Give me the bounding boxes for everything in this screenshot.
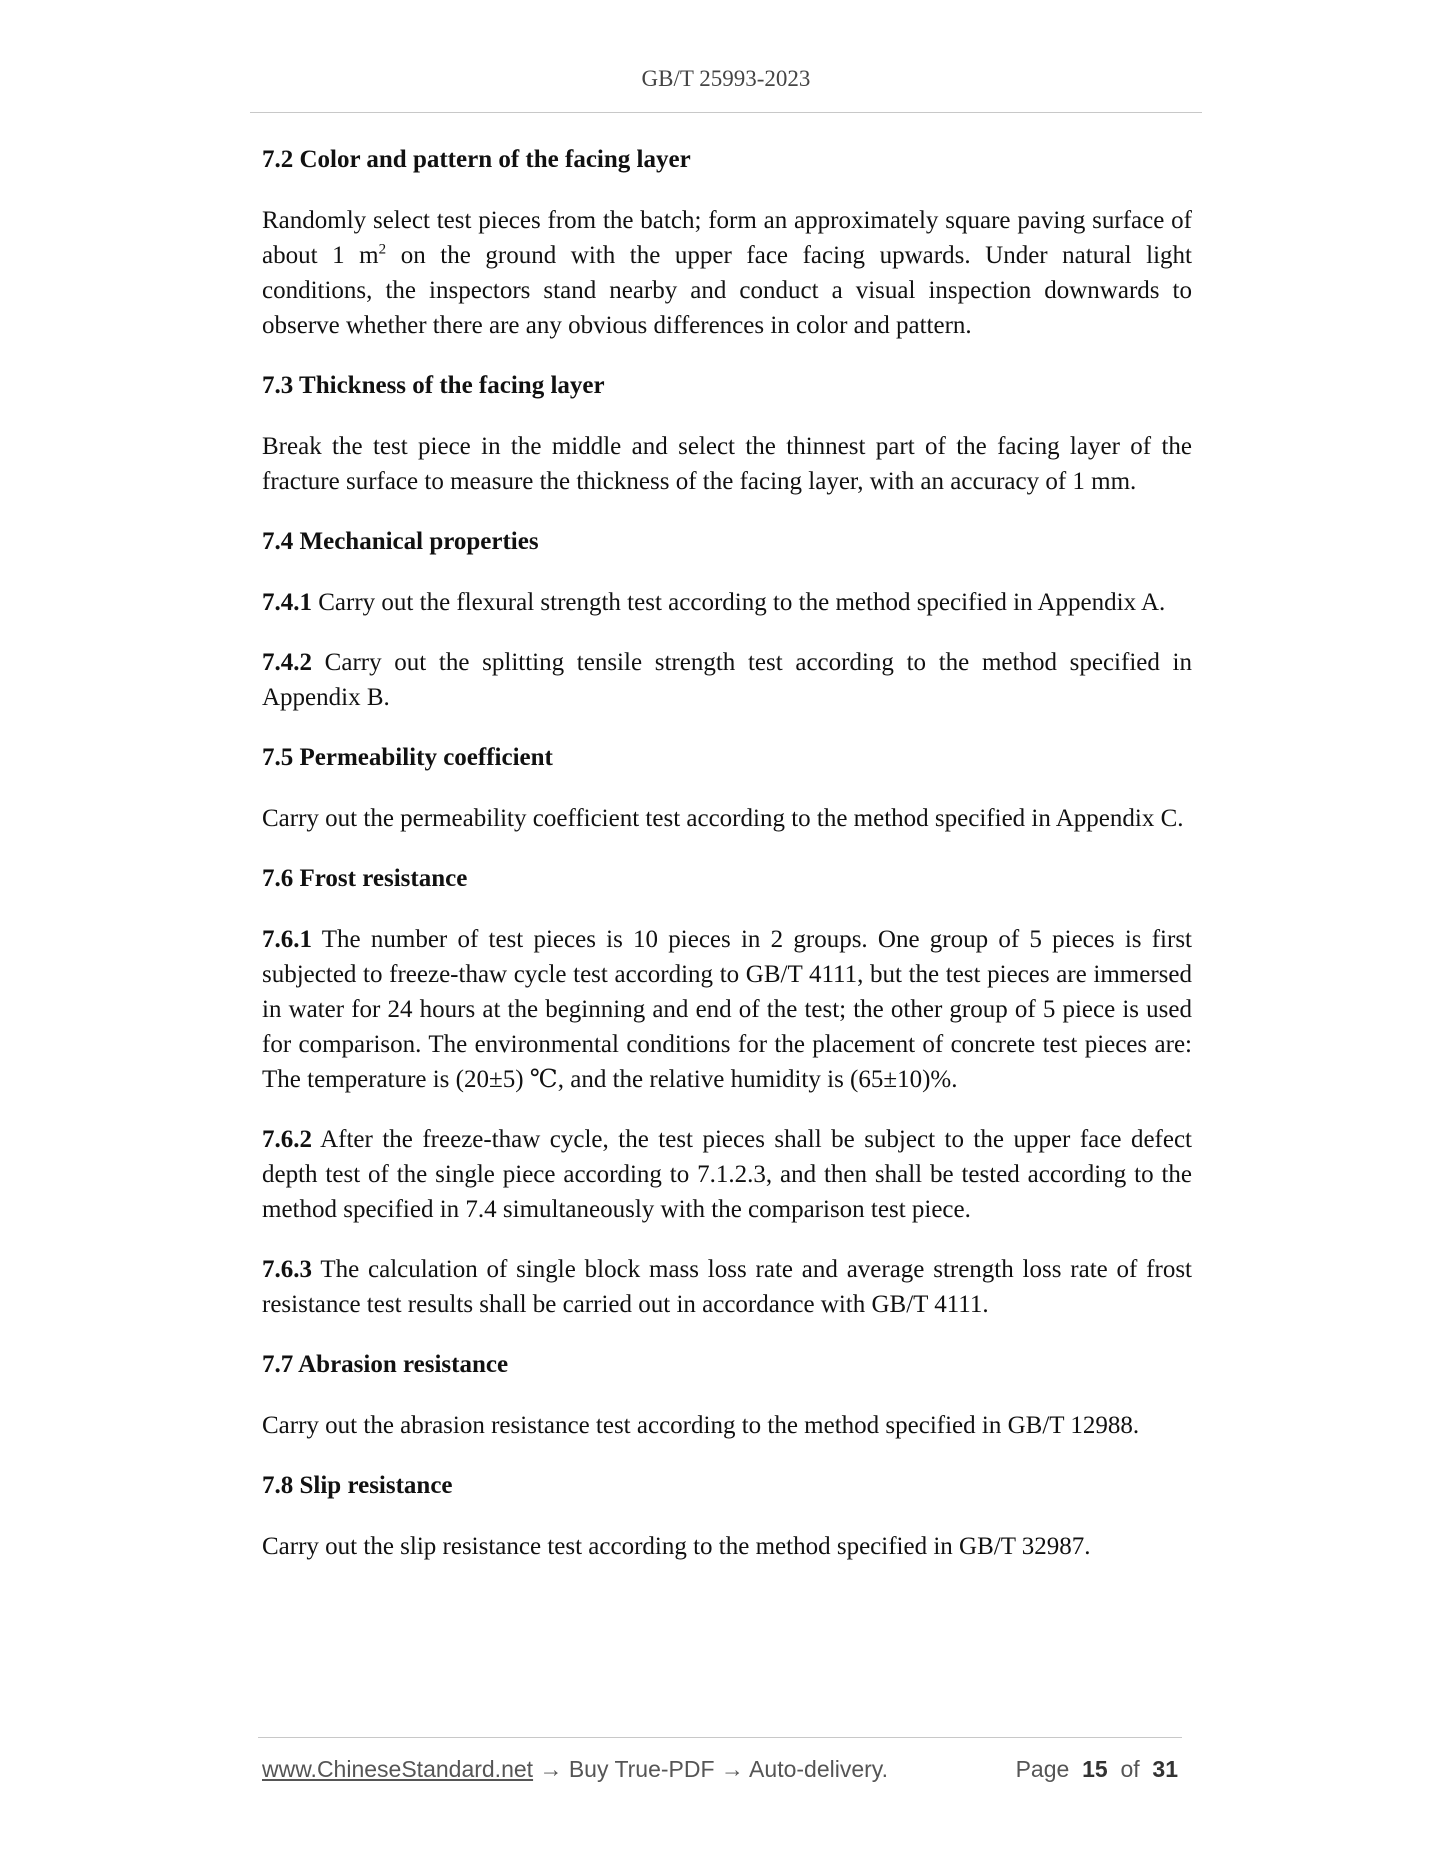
footer-tagline: → Buy True-PDF → Auto-delivery.: [533, 1756, 888, 1782]
page-label: Page: [1015, 1756, 1070, 1782]
section-7-6-3-paragraph: [262, 1252, 1192, 1322]
section-7-4-2-paragraph: [262, 645, 1192, 715]
section-7-2-heading: 7.2 Color and pattern of the facing layer: [262, 146, 691, 173]
section-7-4-1-paragraph: [262, 585, 1192, 620]
section-7-5-heading: 7.5 Permeability coefficient: [262, 744, 553, 771]
page-indicator: [1016, 1756, 1178, 1783]
clause-text: The calculation of single block mass loss rate and average strength loss rate of frost resistance test results shall be carried out in accordance with GB/T 4111.: [262, 1256, 1192, 1318]
clause-text: After the freeze-thaw cycle, the test pieces shall be subject to the upper face defect depth test of the single piece according to 7.1.2.3, and then shall be tested according to the method specified in 7.4 simultaneously with the comparison test piece.: [262, 1126, 1192, 1223]
section-7-8-paragraph: Carry out the slip resistance test according to the method specified in GB/T 32987.: [262, 1533, 1091, 1560]
section-7-6-heading: 7.6 Frost resistance: [262, 865, 468, 892]
section-7-6-1-paragraph: [262, 922, 1192, 1097]
website-link[interactable]: www.ChineseStandard.net: [262, 1756, 534, 1782]
section-7-7-heading: 7.7 Abrasion resistance: [262, 1351, 509, 1378]
section-7-5-paragraph: Carry out the permeability coefficient test according to the method specified in Appendix C.: [262, 805, 1184, 832]
clause-number: 7.6.1: [262, 926, 312, 953]
section-7-2-paragraph: [262, 203, 1192, 343]
clause-number: 7.4.1: [262, 589, 312, 616]
section-7-8-heading: 7.8 Slip resistance: [262, 1472, 453, 1499]
header-divider: [250, 112, 1202, 113]
footer-divider: [258, 1737, 1182, 1738]
superscript-2: 2: [378, 241, 387, 258]
clause-text: Carry out the flexural strength test according to the method specified in Appendix A.: [312, 589, 1166, 616]
section-7-4-heading: 7.4 Mechanical properties: [262, 528, 539, 555]
page-of-label: of: [1120, 1756, 1140, 1782]
document-body: [262, 142, 1192, 1589]
clause-text: The number of test pieces is 10 pieces in 2 groups. One group of 5 pieces is first subjected to freeze-thaw cycle test according to GB/T 4111, but the test pieces are immersed in water for 24 hours at the beginning and end of the test; the other group of 5 piece is used for comparison. The environmental conditions for the placement of concrete test pieces are: The temperature is (20±5) ℃, and the relative humidity is (65±10)%.: [262, 926, 1192, 1093]
current-page-number: 15: [1082, 1756, 1108, 1782]
document-code-header: GB/T 25993-2023: [641, 66, 811, 91]
page-footer: [262, 1756, 1182, 1783]
section-7-7-paragraph: Carry out the abrasion resistance test according to the method specified in GB/T 12988.: [262, 1412, 1140, 1439]
clause-text: Carry out the splitting tensile strength test according to the method specified in Appendix B.: [262, 649, 1192, 711]
section-7-2-text-part1: Randomly select test pieces from the batch; form an approximately square paving surface of about 1 m: [262, 207, 1192, 269]
section-7-2-text-part2: on the ground with the upper face facing upwards. Under natural light conditions, the inspectors stand nearby and conduct a visual inspection downwards to observe whether there are any obvious differences in color and pattern.: [262, 242, 1193, 339]
clause-number: 7.6.3: [262, 1256, 312, 1283]
section-7-3-heading: 7.3 Thickness of the facing layer: [262, 372, 605, 399]
clause-number: 7.6.2: [262, 1126, 312, 1153]
section-7-6-2-paragraph: [262, 1122, 1192, 1227]
section-7-3-paragraph: Break the test piece in the middle and select the thinnest part of the facing layer of the fracture surface to measure the thickness of the facing layer, with an accuracy of 1 mm.: [262, 433, 1192, 495]
total-page-count: 31: [1152, 1756, 1178, 1782]
clause-number: 7.4.2: [262, 649, 312, 676]
